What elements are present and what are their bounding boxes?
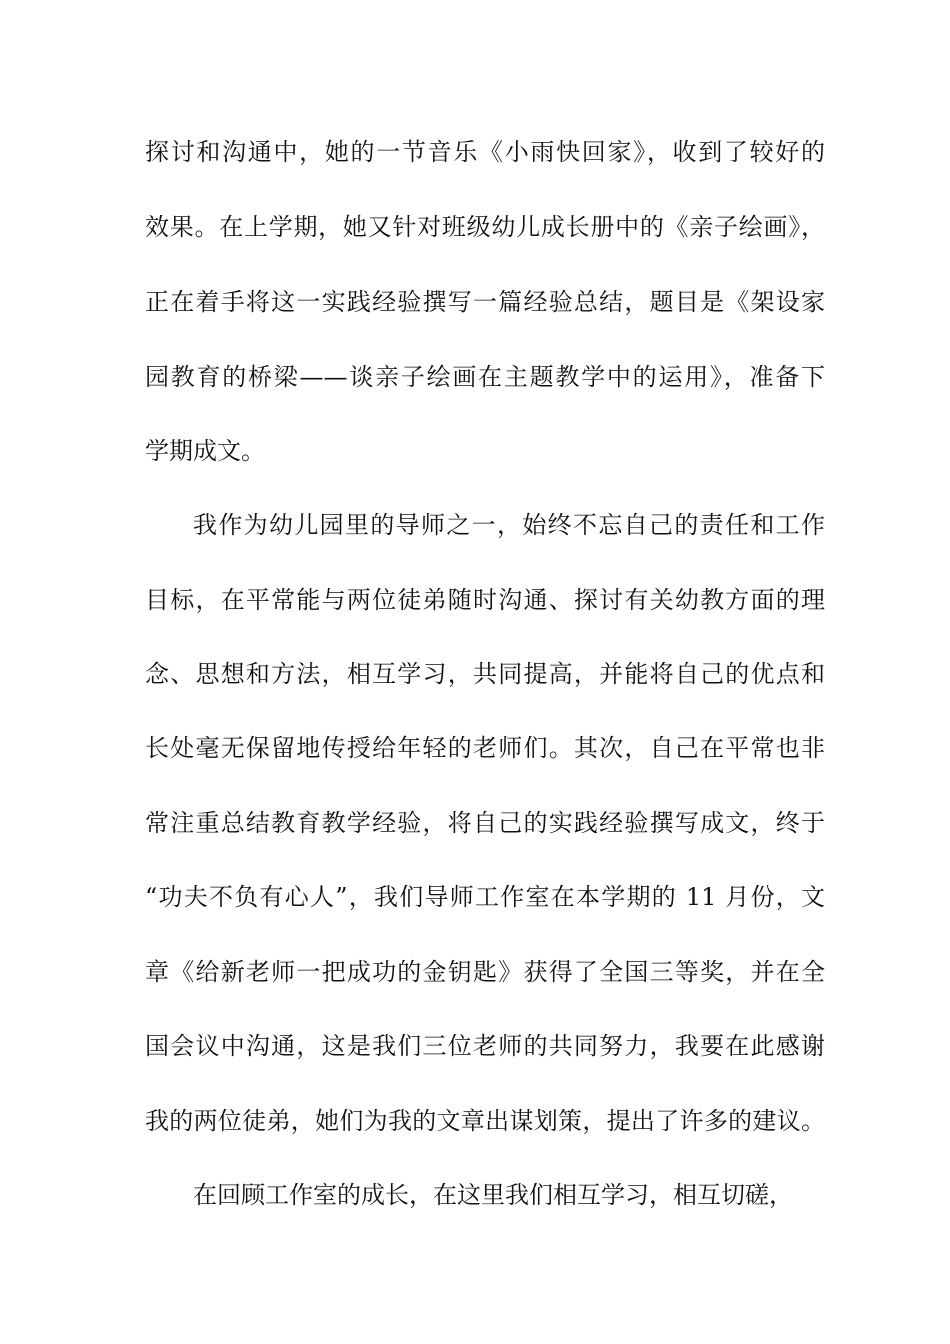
text-line: 园教育的桥梁——谈亲子绘画在主题教学中的运用》，准备下 xyxy=(145,363,825,391)
paragraph-first-line: 我作为幼儿园里的导师之一，始终不忘自己的责任和工作 xyxy=(193,511,825,539)
text-line: 常注重总结教育教学经验，将自己的实践经验撰写成文，终于 xyxy=(145,809,825,837)
text-line: 目标，在平常能与两位徒弟随时沟通、探讨有关幼教方面的理 xyxy=(145,586,825,614)
text-line: 我的两位徒弟，她们为我的文章出谋划策，提出了许多的建议。 xyxy=(145,1107,825,1135)
text-line: 念、思想和方法，相互学习，共同提高，并能将自己的优点和 xyxy=(145,660,825,688)
text-line: 正在着手将这一实践经验撰写一篇经验总结，题目是《架设家 xyxy=(145,288,825,316)
text-line: 长处毫无保留地传授给年轻的老师们。其次，自己在平常也非 xyxy=(145,734,825,762)
text-line: 学期成文。 xyxy=(145,437,265,465)
text-line: 探讨和沟通中，她的一节音乐《小雨快回家》，收到了较好的 xyxy=(145,138,825,166)
text-line: 章《给新老师一把成功的金钥匙》获得了全国三等奖，并在全 xyxy=(145,958,825,986)
text-line: 国会议中沟通，这是我们三位老师的共同努力，我要在此感谢 xyxy=(145,1032,825,1060)
text-line: “功夫不负有心人”，我们导师工作室在本学期的 11 月份，文 xyxy=(145,883,825,911)
paragraph-first-line: 在回顾工作室的成长，在这里我们相互学习，相互切磋， xyxy=(193,1181,793,1209)
text-line: 效果。在上学期，她又针对班级幼儿成长册中的《亲子绘画》， xyxy=(145,213,825,241)
